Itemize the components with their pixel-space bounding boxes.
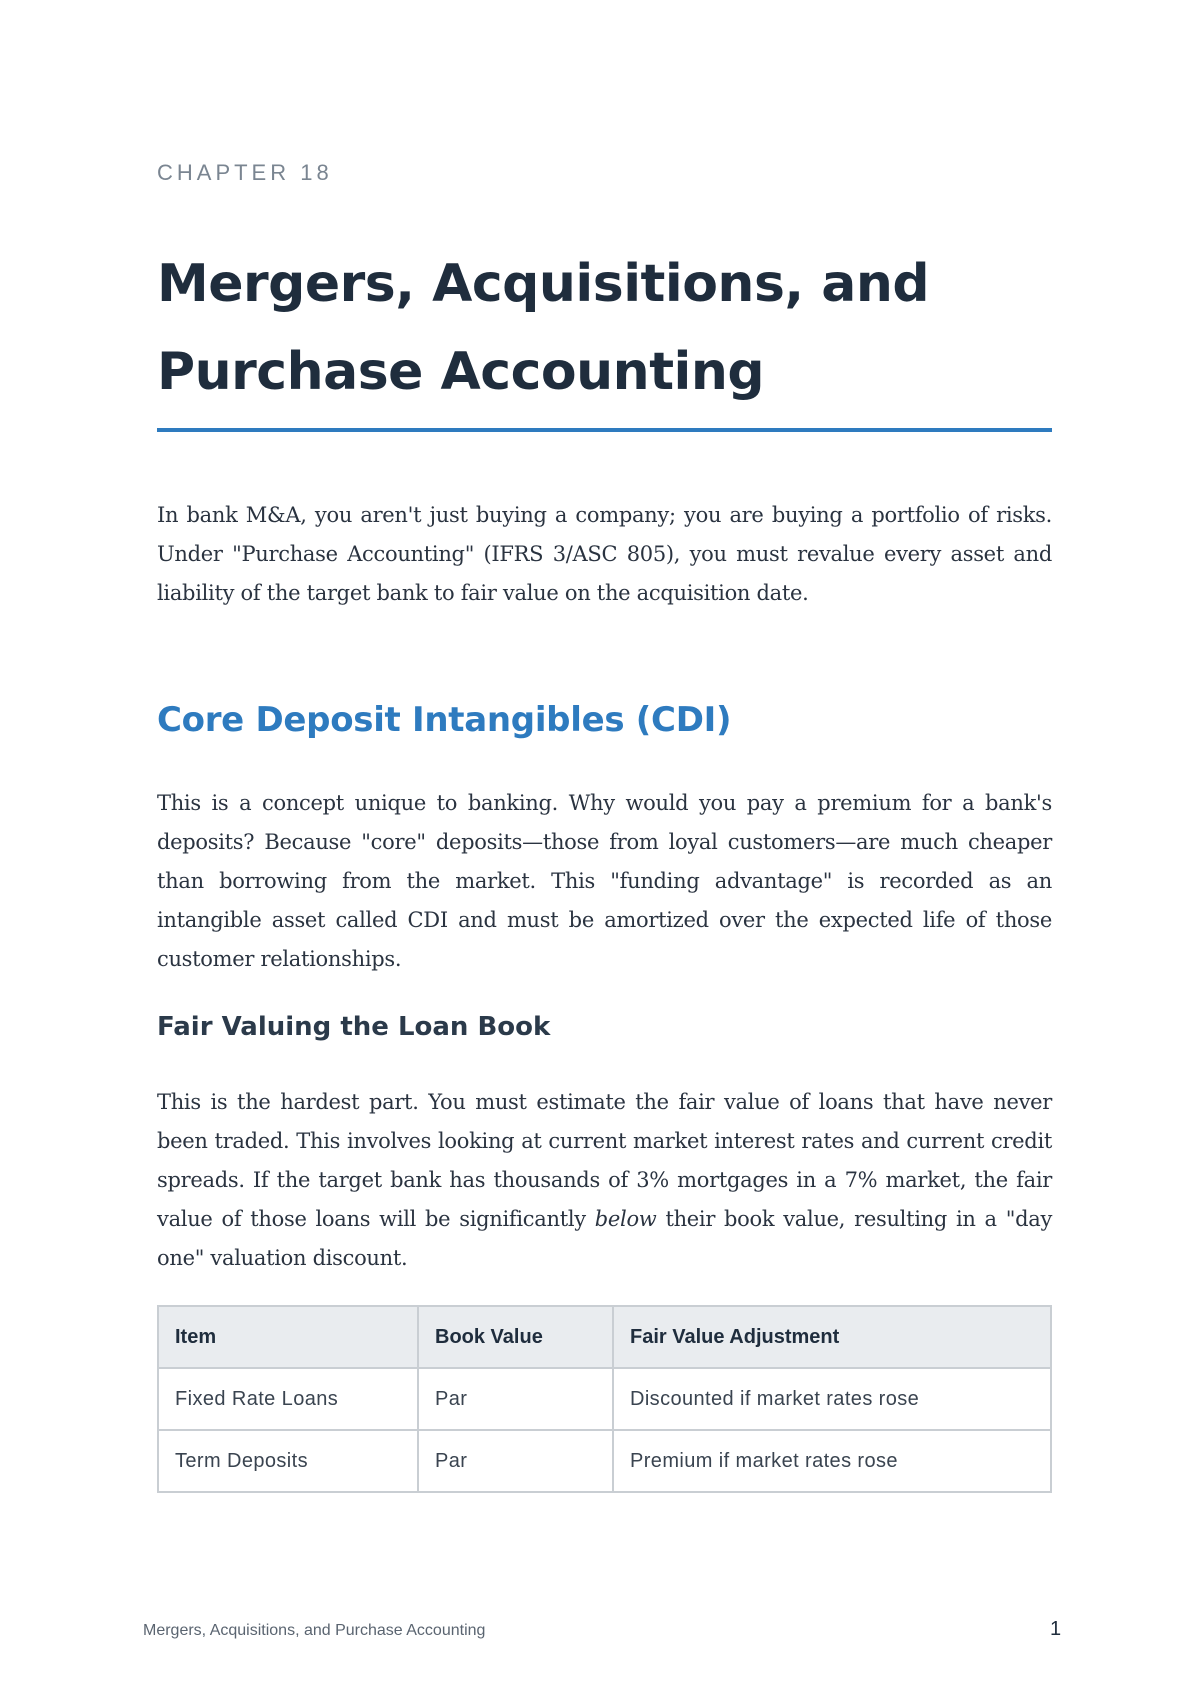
- table-header-item: Item: [158, 1306, 418, 1368]
- table-cell-book-value: Par: [418, 1368, 613, 1430]
- chapter-title-line-2: Purchase Accounting: [157, 342, 765, 402]
- chapter-title-line-1: Mergers, Acquisitions, and: [157, 254, 930, 314]
- table-cell-item: Fixed Rate Loans: [158, 1368, 418, 1430]
- table-row: [158, 1430, 1051, 1492]
- fair-value-table: [157, 1305, 1052, 1493]
- table-cell-fair-value-adjustment: Premium if market rates rose: [613, 1430, 1051, 1492]
- table-header-row: [158, 1306, 1051, 1368]
- intro-paragraph: In bank M&A, you aren't just buying a company; you are buying a portfolio of risks. Under "Purchase Accounting" (IFRS 3/ASC 805), you must revalue every asset and liability of the target bank to fair value on the acquisition date.: [157, 503, 1052, 605]
- table-row: [158, 1368, 1051, 1430]
- chapter-title: [157, 240, 1052, 416]
- table-cell-item: Term Deposits: [158, 1430, 418, 1492]
- table-header-book-value: Book Value: [418, 1306, 613, 1368]
- loan-book-paragraph: [157, 1083, 1052, 1278]
- loan-book-emphasis: below: [594, 1207, 657, 1231]
- loan-book-text-after: their book value, resulting in a "day one" valuation discount.: [157, 1207, 1053, 1270]
- title-divider: [157, 428, 1052, 432]
- footer-title: Mergers, Acquisitions, and Purchase Accounting: [143, 1622, 486, 1639]
- loan-book-heading: Fair Valuing the Loan Book: [157, 1012, 551, 1042]
- page-number: 1: [1050, 1618, 1062, 1640]
- cdi-heading: Core Deposit Intangibles (CDI): [157, 700, 732, 740]
- table-cell-book-value: Par: [418, 1430, 613, 1492]
- loan-book-text-before: This is the hardest part. You must estimate the fair value of loans that have never been traded. This involves looking at current market interest rates and current credit spreads. If the target bank has thousands of 3% mortgages in a 7% market, the fair value of those loans will be significantly: [157, 1090, 1052, 1231]
- chapter-label: CHAPTER 18: [157, 160, 333, 185]
- table-cell-fair-value-adjustment: Discounted if market rates rose: [613, 1368, 1051, 1430]
- cdi-paragraph: This is a concept unique to banking. Why would you pay a premium for a bank's deposits? Because "core" deposits—those from loyal customers—are much cheaper than borrowing from the market. This "funding advantage" is recorded as an intangible asset called CDI and must be amortized over the expected life of those customer relationships.: [157, 791, 1052, 971]
- table-header-fair-value-adjustment: Fair Value Adjustment: [613, 1306, 1051, 1368]
